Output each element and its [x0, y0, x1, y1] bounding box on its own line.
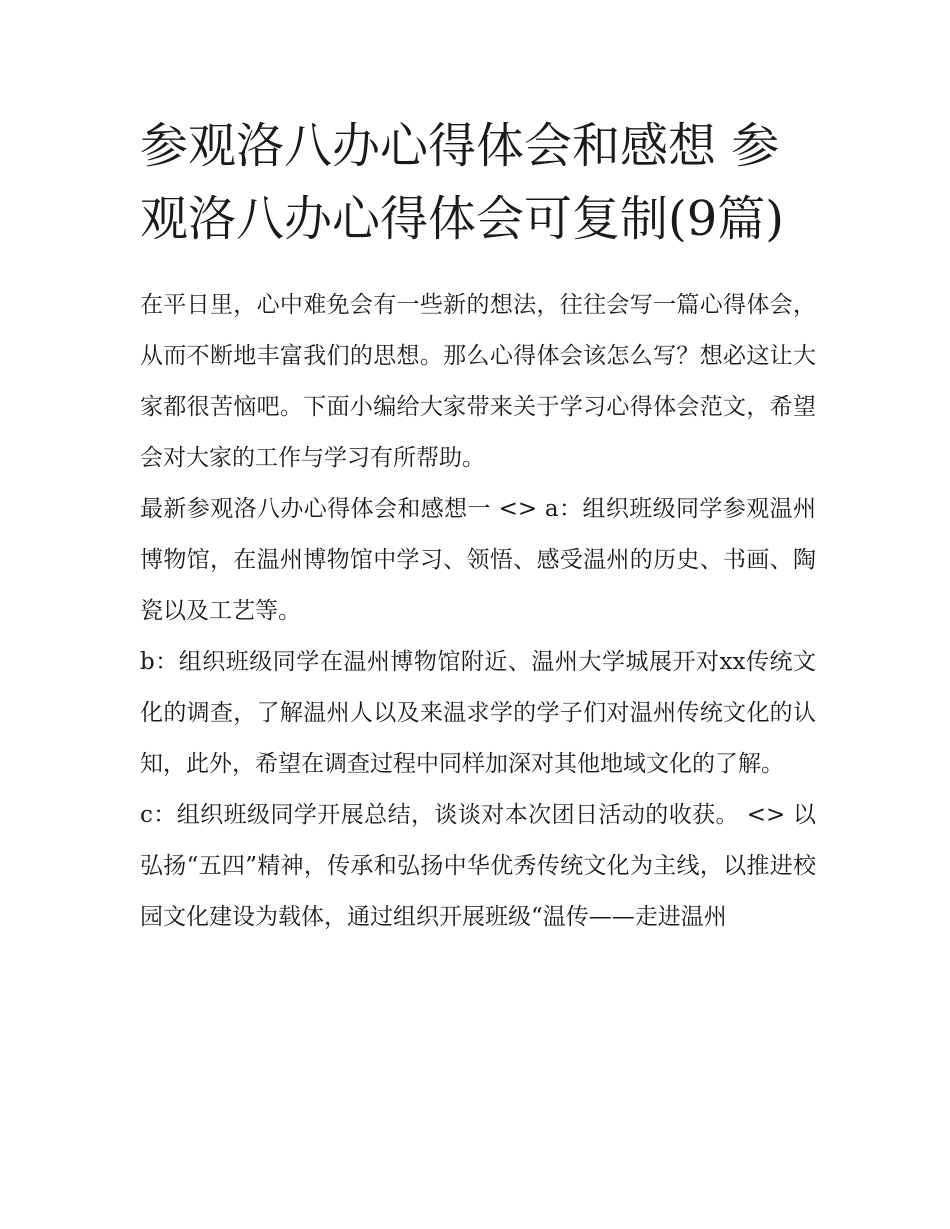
item-c-paragraph: c：组织班级同学开展总结，谈谈对本次团日活动的收获。 <> 以弘扬“五四”精神，传承和弘扬中华优秀传统文化为主线，以推进校园文化建设为载体，通过组织开展班级“温传——走进温州 — [140, 802, 816, 930]
document-title: 参观洛八办心得体会和感想 参观洛八办心得体会可复制(9篇) — [140, 118, 784, 247]
document-page — [140, 110, 816, 943]
section-one-paragraph: 最新参观洛八办心得体会和感想一 <> a：组织班级同学参观温州博物馆，在温州博物馆中学习、领悟、感受温州的历史、书画、陶瓷以及工艺等。 — [140, 496, 816, 624]
intro-paragraph: 在平日里，心中难免会有一些新的想法，往往会写一篇心得体会，从而不断地丰富我们的思想。那么心得体会该怎么写？想必这让大家都很苦恼吧。下面小编给大家带来关于学习心得体会范文，希望会对大家的工作与学习有所帮助。 — [140, 292, 816, 471]
item-b-paragraph: b：组织班级同学在温州博物馆附近、温州大学城展开对xx传统文化的调查，了解温州人以及来温求学的学子们对温州传统文化的认知，此外，希望在调查过程中同样加深对其他地域文化的了解。 — [140, 649, 816, 777]
